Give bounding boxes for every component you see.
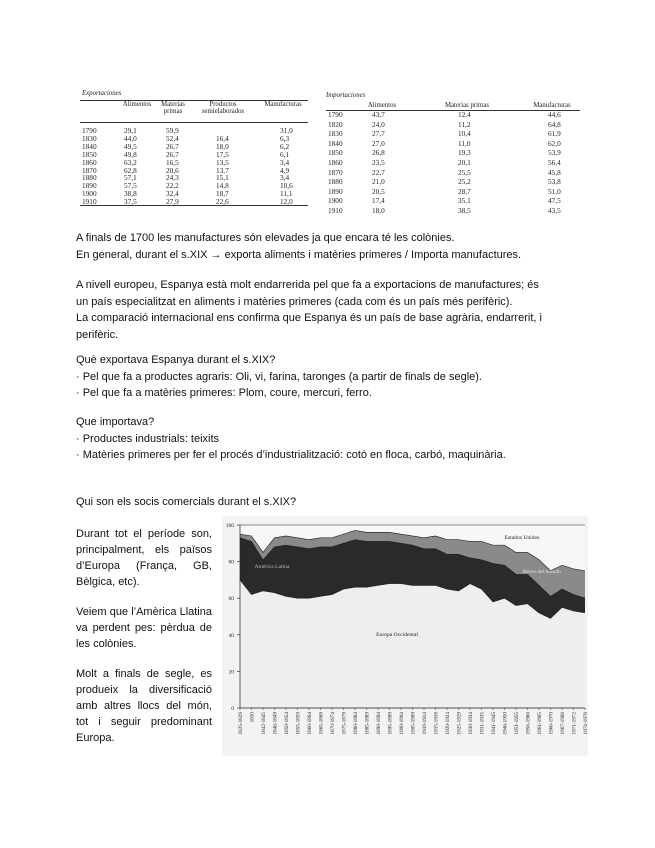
table-cell: 22,2	[166, 181, 179, 191]
table-cell: 1840	[328, 138, 343, 148]
paragraph-1	[76, 230, 521, 263]
paragraph-line: Que importava?	[76, 416, 155, 428]
paragraph-5: Qui son els socis comercials durant el s.XIX?	[76, 496, 297, 508]
table-cell: 25,2	[458, 177, 471, 187]
table-cell: 1830	[82, 133, 97, 143]
paragraph-line: perifèric.	[76, 328, 119, 341]
table-cell: 17,5	[216, 149, 229, 159]
table-cell: 25,5	[458, 167, 471, 177]
table-cell: 62,8	[124, 165, 137, 175]
trade-partners-chart-svg	[222, 516, 588, 756]
table-cell: 21,0	[372, 177, 385, 187]
imports-header-materias: Materias primas	[445, 102, 489, 109]
table-cell: 26,7	[166, 149, 179, 159]
table-cell: 12,0	[280, 197, 293, 207]
table-cell: 22,7	[372, 167, 385, 177]
table-cell: 1900	[82, 189, 97, 199]
table-cell: 62,0	[548, 138, 561, 148]
table-cell: 47,5	[548, 196, 561, 206]
table-cell: 1880	[328, 177, 343, 187]
table-cell: 1850	[82, 149, 97, 159]
paragraph-3	[76, 352, 482, 402]
table-cell: 1870	[82, 165, 97, 175]
table-cell: 43,5	[548, 206, 561, 215]
table-cell: 16,4	[216, 133, 229, 143]
paragraph-4	[76, 414, 506, 464]
table-cell: 12,4	[458, 110, 471, 119]
paragraph-line: · Pel que fa a matèries primeres: Plom, coure, mercuri, ferro.	[76, 387, 372, 399]
table-cell: 56,4	[548, 158, 561, 167]
paragraph-line: Què exportava Espanya durant el s.XIX?	[76, 354, 276, 366]
table-rule	[326, 110, 580, 111]
x-tick-label: 1925-1929	[456, 712, 463, 735]
table-cell: 17,4	[372, 196, 385, 206]
x-tick-label: 1846-1849	[272, 712, 279, 735]
x-tick-label: 1967-1968	[560, 712, 566, 735]
table-cell: 24,0	[372, 119, 385, 129]
table-cell: 38,8	[124, 189, 137, 199]
x-tick-label: 1974-1978	[583, 712, 589, 735]
trade-partners-chart	[222, 516, 588, 756]
table-cell: 27,9	[166, 197, 179, 207]
table-cell: 49,8	[124, 149, 137, 159]
y-tick-label: 100	[225, 523, 234, 529]
x-tick-label: 1910-1914	[422, 712, 428, 735]
table-cell: 20,6	[166, 165, 179, 175]
table-cell: 1860	[82, 157, 97, 167]
table-cell: 1870	[328, 167, 343, 177]
paragraph-line: La comparació internacional ens confirma que Espanya és un país de base agrària, endarrerit, i	[76, 312, 542, 324]
table-cell: 63,2	[124, 157, 137, 167]
table-cell: 61,9	[548, 129, 561, 139]
table-cell: 45,8	[548, 167, 561, 177]
exports-table	[80, 90, 308, 208]
table-cell: 1820	[328, 119, 343, 129]
table-cell: 1840	[82, 141, 97, 151]
table-cell: 1860	[328, 158, 343, 167]
x-tick-label: 1850-1854	[284, 712, 290, 735]
table-cell: 19,3	[458, 148, 471, 158]
x-tick-label: 1870-1874	[330, 712, 336, 735]
table-cell: 14,8	[216, 181, 229, 191]
table-cell: 1910	[82, 197, 97, 207]
table-cell: 11,0	[458, 138, 471, 148]
paragraph-line: · Productes industrials: teixits	[76, 432, 220, 445]
x-tick-label: 1930-1934	[468, 712, 474, 735]
x-tick-label: 1855-1859	[295, 712, 302, 735]
table-rule	[80, 205, 308, 206]
x-tick-label: 1971-1972	[571, 712, 578, 735]
table-cell: 27,0	[372, 138, 385, 148]
table-cell: 26,8	[372, 148, 385, 158]
imports-header-alimentos: Alimentos	[367, 102, 397, 109]
paragraph-line: · Matèries primeres per fer el procés d’industrialització: cotó en floca, carbó, maquinària.	[76, 449, 506, 461]
x-tick-label: 1941-1945	[491, 712, 497, 735]
series-label-rm: Resto del mundo	[523, 569, 561, 575]
table-cell: 43,7	[372, 110, 385, 119]
side-paragraph: Molt a finals de segle, es produeix la diversificació amb altres llocs del món, tot i seguir predominant Europa.	[76, 668, 212, 744]
x-tick-label: 1905-1909	[410, 712, 417, 735]
x-tick-label: 1825-1829	[238, 712, 244, 735]
table-cell: 1880	[82, 173, 97, 183]
table-cell: 13,5	[216, 157, 229, 167]
x-tick-label: 1931-1935	[479, 712, 486, 735]
x-tick-label: 1946-1950	[502, 712, 509, 735]
x-tick-label: 1890-1894	[376, 712, 382, 735]
table-cell: 26,7	[166, 141, 179, 151]
x-tick-label: 1830	[249, 712, 256, 723]
series-label-us: Estados Unidos	[504, 535, 540, 541]
x-tick-label: 1875-1879	[341, 712, 348, 735]
table-cell: 32,4	[166, 189, 179, 199]
table-cell: 1850	[328, 148, 343, 158]
x-tick-label: 1865-1869	[318, 712, 325, 735]
y-tick-label: 40	[228, 632, 234, 639]
table-cell: 59,9	[166, 126, 179, 135]
series-label-la: América Latina	[254, 564, 290, 570]
exports-table-title: Exportaciones	[82, 90, 122, 97]
table-cell: 57,1	[124, 173, 137, 183]
table-cell: 44,6	[548, 110, 561, 119]
table-cell: 18,0	[372, 206, 385, 215]
x-tick-label: 1951-1955	[514, 712, 520, 735]
table-cell: 18,0	[216, 141, 229, 151]
y-tick-label: 20	[228, 669, 234, 676]
table-cell: 37,5	[124, 197, 137, 207]
series-label-eu: Europa Occidental	[376, 632, 418, 638]
x-tick-label: 1956-1960	[525, 712, 532, 735]
exports-header-manufacturas: Manufacturas	[264, 101, 302, 108]
table-cell: 13,7	[216, 165, 229, 175]
table-cell: 20,1	[458, 158, 471, 167]
table-cell: 4,9	[280, 165, 290, 175]
table-cell: 1900	[328, 196, 343, 206]
paragraph-line: un país especialitzat en aliments i matèries primeres (cada com és un país més perifèric).	[76, 295, 513, 308]
x-tick-label: 1961-1965	[537, 712, 543, 735]
table-cell: 15,1	[216, 173, 229, 183]
x-tick-label: 1920-1924	[445, 712, 451, 735]
side-paragraph: Durant tot el període son, principalment, els països d’Europa (França, GB, Bèlgica, etc).	[76, 528, 212, 588]
table-cell: 16,5	[166, 157, 179, 167]
table-cell: 31,0	[280, 126, 293, 135]
table-cell: 35,1	[458, 196, 471, 206]
table-cell: 1890	[82, 181, 97, 191]
table-cell: 38,5	[458, 206, 471, 215]
side-paragraph: Veiem que l’Amèrica Llatina va perdent pes: pèrdua de les colònies.	[76, 606, 212, 650]
table-cell: 49,5	[124, 141, 137, 151]
paragraph-line: A nivell europeu, Espanya està molt endarrerida pel que fa a exportacions de manufactures; és	[76, 279, 539, 291]
x-tick-label: 1895-1899	[387, 712, 394, 735]
table-cell: 53,9	[548, 148, 561, 158]
paragraph-line: En general, durant el s.XIX → exporta aliments i matèries primeres / Importa manufactures.	[76, 248, 522, 261]
table-cell: 6,3	[280, 133, 290, 143]
table-rule	[80, 122, 308, 123]
table-cell: 44,0	[124, 133, 137, 143]
table-cell: 20,5	[372, 186, 385, 196]
exports-header-materias: Materias primas	[161, 101, 185, 115]
table-cell: 18,7	[216, 189, 229, 199]
y-tick-label: 0	[231, 706, 234, 712]
x-tick-label: 1885-1889	[364, 712, 371, 735]
x-tick-label: 1966-1970	[548, 712, 555, 735]
table-cell: 57,5	[124, 181, 137, 191]
table-cell: 28,7	[458, 186, 471, 196]
table-cell: 10,4	[458, 129, 471, 139]
x-tick-label: 1915-1918	[433, 712, 440, 735]
y-tick-label: 80	[228, 559, 234, 566]
x-tick-label: 1860-1864	[307, 712, 313, 735]
paragraph-line: A finals de 1700 les manufactures són elevades ja que encara té les colònies.	[76, 232, 455, 244]
x-tick-label: 1900-1904	[399, 712, 405, 735]
imports-header-manufacturas: Manufacturas	[533, 102, 571, 109]
table-cell: 10,6	[280, 181, 293, 191]
table-cell: 6,1	[280, 149, 290, 159]
table-cell: 6,2	[280, 141, 290, 151]
table-cell: 1830	[328, 129, 343, 139]
table-cell: 11,1	[280, 189, 293, 199]
table-cell: 27,7	[372, 129, 385, 139]
table-cell: 24,3	[166, 173, 179, 183]
imports-table-title: Importaciones	[326, 92, 366, 99]
side-text	[76, 526, 212, 760]
imports-table	[326, 90, 580, 216]
table-cell: 23,5	[372, 158, 385, 167]
table-cell: 29,1	[124, 126, 137, 135]
y-tick-label: 60	[228, 596, 234, 603]
table-cell: 22,6	[216, 197, 229, 207]
table-cell: 64,8	[548, 119, 561, 129]
x-tick-label: 1842-1845	[261, 712, 267, 735]
exports-header-alimentos: Alimentos	[122, 101, 152, 108]
table-cell: 3,4	[280, 157, 290, 167]
table-cell: 1790	[82, 126, 97, 135]
table-cell: 52,4	[166, 133, 179, 143]
table-cell: 53,8	[548, 177, 561, 187]
table-cell: 3,4	[280, 173, 290, 183]
table-cell: 11,2	[458, 119, 471, 129]
table-cell: 1890	[328, 186, 343, 196]
paragraph-line: · Pel que fa a productes agraris: Oli, vi, farina, taronges (a partir de finals de segle).	[76, 370, 482, 383]
exports-header-semielaborados: Productos semielaborados	[201, 101, 245, 115]
table-cell: 51,0	[548, 186, 561, 196]
table-cell: 1910	[328, 206, 343, 215]
table-cell: 1790	[328, 110, 343, 119]
paragraph-2	[76, 277, 542, 343]
x-tick-label: 1880-1884	[353, 712, 359, 735]
